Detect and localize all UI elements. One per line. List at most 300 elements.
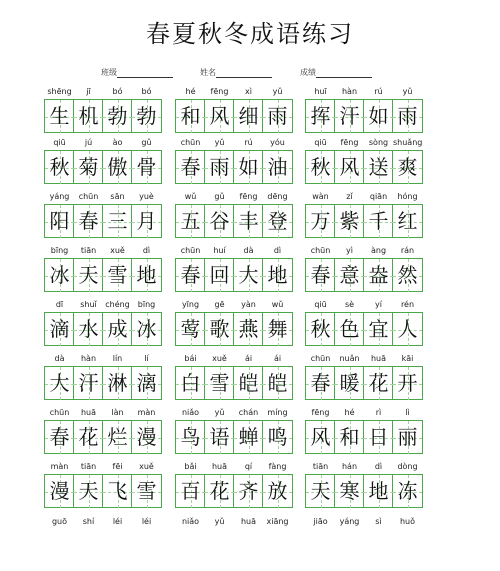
- idiom-cell: [335, 460, 364, 516]
- hanzi-char: 生: [49, 104, 70, 128]
- idiom-group: [45, 515, 163, 571]
- pinyin-label: làn: [111, 408, 124, 417]
- hanzi-char: 月: [136, 209, 157, 233]
- hanzi-char: 丽: [397, 425, 418, 449]
- idiom-cell: [103, 406, 132, 462]
- score-field[interactable]: [300, 67, 372, 78]
- pinyin-label: chán: [238, 408, 259, 417]
- hanzi-char: 春: [180, 263, 201, 287]
- tianzige-box: [45, 151, 74, 184]
- hanzi-char: 丰: [238, 209, 259, 233]
- pinyin-label: hóng: [397, 192, 418, 201]
- tianzige-box: [45, 421, 74, 454]
- pinyin-label: yǔ: [214, 517, 225, 526]
- hanzi-char: 雨: [267, 104, 288, 128]
- pinyin-label: dòng: [397, 462, 418, 471]
- class-field[interactable]: [101, 67, 173, 78]
- pinyin-label: guō: [51, 517, 68, 526]
- idiom-cell: [364, 85, 393, 141]
- pinyin-label: yóu: [270, 138, 285, 147]
- hanzi-char: 齐: [238, 479, 259, 503]
- tianzige-box: [364, 475, 393, 508]
- idiom-cell: [205, 298, 234, 354]
- hanzi-char: 燕: [238, 317, 259, 341]
- tianzige-box: [176, 259, 205, 292]
- hanzi-char: 烂: [107, 425, 128, 449]
- idiom-cell: [176, 244, 205, 300]
- pinyin-label: fēng: [311, 408, 330, 417]
- idiom-cell: [263, 352, 292, 408]
- pinyin-label: míng: [267, 408, 288, 417]
- pinyin-label: léi: [141, 517, 152, 526]
- idiom-cell: [132, 352, 161, 408]
- pinyin-label: huā: [370, 354, 387, 363]
- idiom-cell: [74, 460, 103, 516]
- score-label: 成绩: [300, 68, 316, 77]
- idiom-group: [45, 190, 163, 246]
- idiom-group: [306, 85, 424, 141]
- pinyin-label: huā: [240, 517, 257, 526]
- hanzi-char: 和: [180, 104, 201, 128]
- tianzige-box: [205, 151, 234, 184]
- hanzi-char: 水: [78, 317, 99, 341]
- hanzi-char: 漫: [136, 425, 157, 449]
- tianzige-box: [263, 367, 292, 400]
- pinyin-label: jú: [84, 138, 93, 147]
- hanzi-char: 送: [368, 155, 389, 179]
- tianzige-box: [364, 100, 393, 133]
- pinyin-label: dì: [273, 246, 282, 255]
- tianzige-box: [45, 367, 74, 400]
- idiom-cell: [45, 406, 74, 462]
- tianzige-box: [103, 313, 132, 346]
- hanzi-char: 菊: [78, 155, 99, 179]
- tianzige-box: [234, 259, 263, 292]
- tianzige-box: [263, 205, 292, 238]
- hanzi-char: 阳: [49, 209, 70, 233]
- idiom-cell: [335, 298, 364, 354]
- tianzige-box: [45, 100, 74, 133]
- tianzige-box: [306, 313, 335, 346]
- hanzi-char: 风: [310, 425, 331, 449]
- pinyin-label: chūn: [180, 246, 201, 255]
- pinyin-label: sān: [110, 192, 125, 201]
- idiom-cell: [176, 136, 205, 192]
- pinyin-label: bó: [112, 87, 123, 96]
- tianzige-box: [74, 151, 103, 184]
- hanzi-char: 皑: [238, 371, 259, 395]
- tianzige-box: [306, 475, 335, 508]
- hanzi-char: 冻: [397, 479, 418, 503]
- pinyin-label: ào: [112, 138, 123, 147]
- pinyin-label: fēng: [210, 87, 229, 96]
- idiom-cell: [306, 406, 335, 462]
- hanzi-char: 秋: [49, 155, 70, 179]
- tianzige-box: [335, 259, 364, 292]
- idiom-cell: [132, 515, 161, 571]
- hanzi-char: 鸣: [267, 425, 288, 449]
- hanzi-char: 挥: [310, 104, 331, 128]
- pinyin-label: shí: [82, 517, 95, 526]
- idiom-cell: [74, 352, 103, 408]
- idiom-cell: [364, 352, 393, 408]
- idiom-group: [176, 298, 294, 354]
- pinyin-label: tiān: [312, 462, 329, 471]
- idiom-group: [176, 136, 294, 192]
- idiom-cell: [335, 352, 364, 408]
- pinyin-label: bīng: [137, 300, 156, 309]
- idiom-cell: [393, 515, 422, 571]
- hanzi-char: 地: [136, 263, 157, 287]
- idiom-cell: [393, 190, 422, 246]
- idiom-cell: [176, 515, 205, 571]
- pinyin-label: chūn: [310, 246, 331, 255]
- tianzige-box: [103, 151, 132, 184]
- idiom-row: [0, 406, 500, 462]
- pinyin-label: lín: [112, 354, 123, 363]
- hanzi-char: 如: [368, 104, 389, 128]
- pinyin-label: yì: [346, 246, 353, 255]
- idiom-group: [176, 352, 294, 408]
- tianzige-box: [176, 475, 205, 508]
- tianzige-box: [364, 259, 393, 292]
- hanzi-char: 风: [339, 155, 360, 179]
- idiom-cell: [103, 85, 132, 141]
- hanzi-char: 秋: [310, 155, 331, 179]
- pinyin-label: dà: [54, 354, 65, 363]
- idiom-cell: [176, 298, 205, 354]
- idiom-cell: [205, 190, 234, 246]
- pinyin-label: shuǎng: [393, 138, 423, 147]
- pinyin-label: chūn: [78, 192, 99, 201]
- pinyin-label: fàng: [268, 462, 287, 471]
- tianzige-box: [393, 475, 422, 508]
- idiom-group: [45, 298, 163, 354]
- idiom-cell: [74, 515, 103, 571]
- idiom-cell: [393, 460, 422, 516]
- tianzige-box: [393, 421, 422, 454]
- idiom-cell: [74, 298, 103, 354]
- idiom-cell: [234, 352, 263, 408]
- pinyin-label: huā: [80, 408, 97, 417]
- pinyin-label: niǎo: [181, 517, 200, 526]
- idiom-cell: [103, 244, 132, 300]
- tianzige-box: [45, 259, 74, 292]
- hanzi-char: 春: [310, 263, 331, 287]
- tianzige-box: [234, 205, 263, 238]
- tianzige-box: [205, 475, 234, 508]
- tianzige-box: [393, 259, 422, 292]
- hanzi-char: 大: [49, 371, 70, 395]
- idiom-cell: [234, 136, 263, 192]
- pinyin-label: wǔ: [271, 300, 284, 309]
- idiom-cell: [335, 515, 364, 571]
- hanzi-char: 风: [209, 104, 230, 128]
- tianzige-box: [132, 151, 161, 184]
- hanzi-char: 紫: [339, 209, 360, 233]
- idiom-group: [306, 515, 424, 571]
- tianzige-box: [132, 100, 161, 133]
- idiom-cell: [393, 352, 422, 408]
- pinyin-label: niǎo: [181, 408, 200, 417]
- tianzige-box: [74, 313, 103, 346]
- idiom-cell: [234, 298, 263, 354]
- page-title: 春夏秋冬成语练习: [146, 20, 354, 48]
- idiom-cell: [103, 352, 132, 408]
- idiom-cell: [364, 244, 393, 300]
- pinyin-label: fēng: [340, 138, 359, 147]
- tianzige-box: [393, 100, 422, 133]
- pinyin-label: bó: [141, 87, 152, 96]
- pinyin-label: chéng: [105, 300, 130, 309]
- idiom-cell: [393, 136, 422, 192]
- pinyin-label: huí: [213, 246, 226, 255]
- idiom-cell: [364, 460, 393, 516]
- pinyin-label: dà: [243, 246, 254, 255]
- tianzige-box: [234, 475, 263, 508]
- pinyin-label: shuǐ: [80, 300, 97, 309]
- idiom-group: [176, 244, 294, 300]
- hanzi-char: 皑: [267, 371, 288, 395]
- hanzi-char: 开: [397, 371, 418, 395]
- hanzi-char: 宜: [368, 317, 389, 341]
- pinyin-label: sòng: [368, 138, 389, 147]
- tianzige-box: [306, 367, 335, 400]
- pinyin-label: tiān: [80, 462, 97, 471]
- idiom-cell: [103, 190, 132, 246]
- pinyin-label: huǒ: [399, 517, 416, 526]
- tianzige-box: [132, 259, 161, 292]
- pinyin-label: xuě: [110, 246, 125, 255]
- idiom-group: [45, 244, 163, 300]
- idiom-cell: [364, 190, 393, 246]
- hanzi-char: 五: [180, 209, 201, 233]
- idiom-cell: [306, 190, 335, 246]
- tianzige-box: [205, 205, 234, 238]
- pinyin-label: rì: [375, 408, 382, 417]
- hanzi-char: 千: [368, 209, 389, 233]
- idiom-cell: [306, 515, 335, 571]
- hanzi-char: 蝉: [238, 425, 259, 449]
- idiom-group: [176, 190, 294, 246]
- hanzi-char: 和: [339, 425, 360, 449]
- pinyin-label: jiāo: [313, 517, 328, 526]
- idiom-cell: [45, 352, 74, 408]
- tianzige-box: [74, 421, 103, 454]
- idiom-cell: [306, 352, 335, 408]
- tianzige-box: [263, 475, 292, 508]
- pinyin-label: chūn: [180, 138, 201, 147]
- tianzige-box: [132, 475, 161, 508]
- idiom-cell: [335, 136, 364, 192]
- hanzi-char: 勃: [136, 104, 157, 128]
- pinyin-label: yǔ: [214, 138, 225, 147]
- idiom-cell: [393, 85, 422, 141]
- idiom-group: [306, 298, 424, 354]
- pinyin-label: yǔ: [214, 408, 225, 417]
- pinyin-label: yáng: [49, 192, 70, 201]
- idiom-group: [306, 352, 424, 408]
- score-blank[interactable]: [316, 69, 372, 78]
- tianzige-box: [103, 475, 132, 508]
- class-blank[interactable]: [117, 69, 173, 78]
- tianzige-box: [364, 151, 393, 184]
- idiom-cell: [234, 515, 263, 571]
- idiom-group: [306, 244, 424, 300]
- hanzi-char: 爽: [397, 155, 418, 179]
- hanzi-char: 春: [310, 371, 331, 395]
- hanzi-char: 寒: [339, 479, 360, 503]
- tianzige-box: [263, 259, 292, 292]
- pinyin-label: qiū: [314, 138, 327, 147]
- class-label: 班级: [101, 68, 117, 77]
- pinyin-label: gē: [214, 300, 225, 309]
- idiom-cell: [45, 515, 74, 571]
- pinyin-label: rú: [374, 87, 383, 96]
- tianzige-box: [335, 151, 364, 184]
- idiom-cell: [132, 85, 161, 141]
- tianzige-box: [335, 313, 364, 346]
- pinyin-label: yǔ: [272, 87, 283, 96]
- tianzige-box: [176, 205, 205, 238]
- hanzi-char: 色: [339, 317, 360, 341]
- tianzige-box: [176, 151, 205, 184]
- idiom-cell: [132, 460, 161, 516]
- hanzi-char: 汗: [78, 371, 99, 395]
- idiom-cell: [103, 298, 132, 354]
- hanzi-char: 花: [209, 479, 230, 503]
- pinyin-label: huī: [314, 87, 327, 96]
- pinyin-label: gǔ: [141, 138, 152, 147]
- idiom-cell: [364, 515, 393, 571]
- hanzi-char: 雪: [136, 479, 157, 503]
- name-label: 姓名: [200, 68, 216, 77]
- hanzi-char: 莺: [180, 317, 201, 341]
- tianzige-box: [132, 205, 161, 238]
- pinyin-label: kāi: [401, 354, 414, 363]
- hanzi-char: 地: [368, 479, 389, 503]
- idiom-cell: [45, 460, 74, 516]
- hanzi-char: 雨: [209, 155, 230, 179]
- name-blank[interactable]: [216, 69, 272, 78]
- idiom-cell: [45, 85, 74, 141]
- hanzi-char: 登: [267, 209, 288, 233]
- pinyin-label: qiān: [369, 192, 388, 201]
- tianzige-box: [74, 259, 103, 292]
- idiom-group: [176, 460, 294, 516]
- idiom-row: [0, 515, 500, 571]
- hanzi-char: 傲: [107, 155, 128, 179]
- hanzi-char: 百: [180, 479, 201, 503]
- tianzige-box: [393, 313, 422, 346]
- pinyin-label: rán: [400, 246, 415, 255]
- hanzi-char: 三: [107, 209, 128, 233]
- idiom-cell: [132, 190, 161, 246]
- idiom-cell: [364, 298, 393, 354]
- pinyin-label: yàn: [241, 300, 256, 309]
- idiom-group: [306, 406, 424, 462]
- pinyin-label: rén: [400, 300, 415, 309]
- idiom-cell: [74, 85, 103, 141]
- idiom-group: [306, 460, 424, 516]
- tianzige-box: [74, 100, 103, 133]
- pinyin-label: wǔ: [184, 192, 197, 201]
- tianzige-box: [234, 100, 263, 133]
- tianzige-box: [263, 100, 292, 133]
- hanzi-char: 淋: [107, 371, 128, 395]
- hanzi-char: 万: [310, 209, 331, 233]
- idiom-cell: [103, 515, 132, 571]
- hanzi-char: 漫: [49, 479, 70, 503]
- pinyin-label: hàn: [80, 354, 97, 363]
- hanzi-char: 歌: [209, 317, 230, 341]
- idiom-cell: [205, 406, 234, 462]
- tianzige-box: [132, 313, 161, 346]
- tianzige-box: [103, 205, 132, 238]
- tianzige-box: [103, 259, 132, 292]
- idiom-cell: [263, 406, 292, 462]
- pinyin-label: yīng: [181, 300, 200, 309]
- hanzi-char: 白: [180, 371, 201, 395]
- pinyin-label: lì: [405, 408, 410, 417]
- hanzi-char: 勃: [107, 104, 128, 128]
- idiom-cell: [132, 244, 161, 300]
- pinyin-label: xiāng: [266, 517, 289, 526]
- idiom-cell: [205, 85, 234, 141]
- idiom-cell: [74, 406, 103, 462]
- hanzi-char: 谷: [209, 209, 230, 233]
- idiom-cell: [45, 190, 74, 246]
- idiom-cell: [176, 352, 205, 408]
- tianzige-box: [335, 475, 364, 508]
- idiom-cell: [74, 244, 103, 300]
- idiom-cell: [205, 515, 234, 571]
- hanzi-char: 鸟: [180, 425, 201, 449]
- tianzige-box: [205, 100, 234, 133]
- tianzige-box: [393, 205, 422, 238]
- tianzige-box: [176, 313, 205, 346]
- pinyin-label: sè: [344, 300, 355, 309]
- pinyin-label: ái: [244, 354, 253, 363]
- name-field[interactable]: [200, 67, 272, 78]
- pinyin-label: huā: [211, 462, 228, 471]
- tianzige-box: [306, 151, 335, 184]
- idiom-cell: [176, 85, 205, 141]
- tianzige-box: [205, 421, 234, 454]
- hanzi-char: 日: [368, 425, 389, 449]
- hanzi-char: 油: [267, 155, 288, 179]
- tianzige-box: [306, 100, 335, 133]
- tianzige-box: [45, 475, 74, 508]
- tianzige-box: [263, 313, 292, 346]
- hanzi-char: 地: [267, 263, 288, 287]
- idiom-cell: [306, 298, 335, 354]
- tianzige-box: [335, 100, 364, 133]
- pinyin-label: gǔ: [214, 192, 225, 201]
- tianzige-box: [205, 313, 234, 346]
- pinyin-label: yuè: [139, 192, 154, 201]
- hanzi-char: 冰: [136, 317, 157, 341]
- hanzi-char: 天: [78, 263, 99, 287]
- idiom-cell: [103, 136, 132, 192]
- idiom-cell: [364, 136, 393, 192]
- pinyin-label: chūn: [310, 354, 331, 363]
- idiom-cell: [335, 244, 364, 300]
- idiom-cell: [132, 136, 161, 192]
- hanzi-char: 红: [397, 209, 418, 233]
- pinyin-label: dì: [142, 246, 151, 255]
- hanzi-char: 天: [310, 479, 331, 503]
